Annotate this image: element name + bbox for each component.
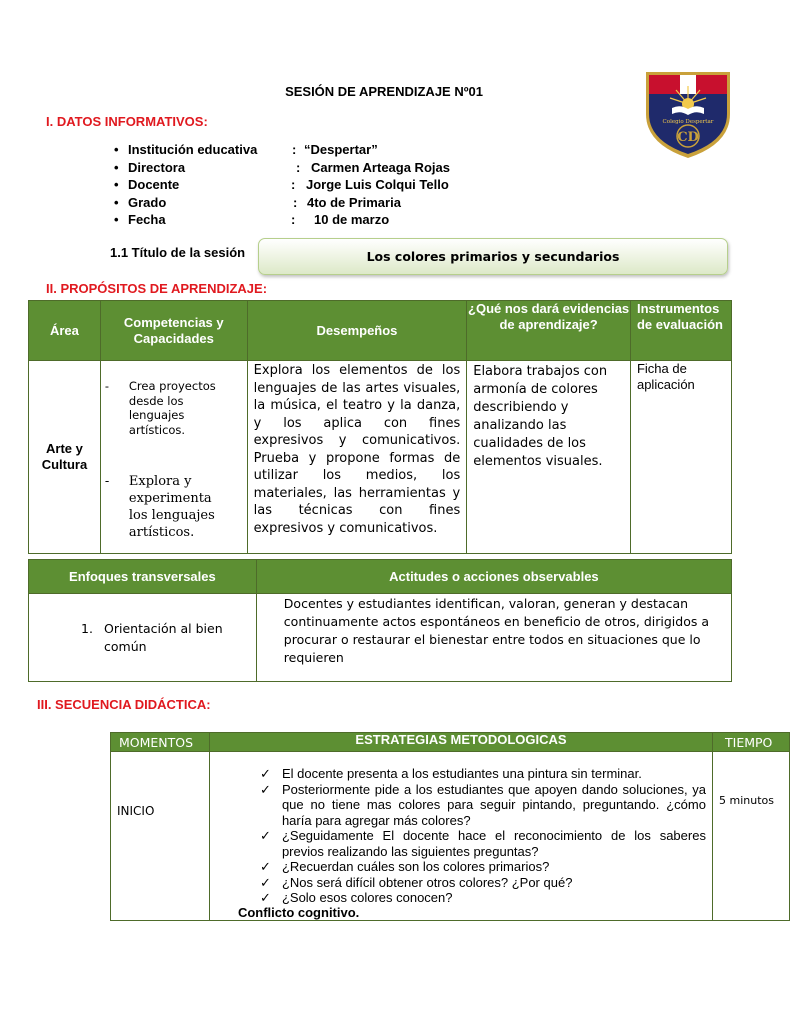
competencia-item [104, 379, 219, 437]
header-evidencias: ¿Qué nos dará evidencias de aprendizaje? [467, 301, 631, 361]
header-area: Área [29, 301, 101, 361]
bullet: • [114, 177, 119, 192]
enfoque-item [29, 620, 256, 656]
strategy-text: ¿Solo esos colores conocen? [281, 890, 453, 905]
moment-cell: INICIO [111, 752, 210, 921]
crest-caption: Colegio Despertar [662, 119, 714, 125]
strategy-text: Posteriormente pide a los estudiantes que apoyen dando soluciones, ya que no tiene mas colores para seguir pintando, preguntando. ¿cómo haría para agregar más colores? [281, 781, 706, 828]
strategy-text: ¿Recuerdan cuáles son los colores primarios? [281, 859, 550, 874]
checkmark-icon: ✓ [259, 828, 271, 843]
info-colon: : [291, 212, 296, 227]
bullet: • [114, 159, 119, 175]
dash-marker: - [104, 379, 110, 393]
crest-monogram: CD [677, 130, 699, 145]
checkmark-icon: ✓ [259, 766, 271, 781]
conflict-label: Conflicto cognitivo. [237, 905, 360, 920]
enfoque-cell [29, 594, 257, 682]
info-colon: : [291, 177, 296, 192]
header-actitudes: Actitudes o acciones observables [256, 560, 731, 594]
section-heading-propositos: II. PROPÓSITOS DE APRENDIZAJE: [46, 281, 268, 296]
info-value: 10 de marzo [314, 212, 390, 227]
info-label: Directora [128, 159, 186, 175]
sequence-table [110, 732, 790, 921]
header-competencias: Competencias y Capacidades [100, 301, 247, 361]
header-enfoques: Enfoques transversales [29, 560, 257, 594]
strategy-item [260, 890, 706, 906]
strategy-text: ¿Nos será difícil obtener otros colores? ¿Por qué? [281, 874, 573, 890]
info-colon: : [293, 194, 298, 210]
checkmark-icon: ✓ [259, 874, 271, 890]
header-instrumentos: Instrumentos de evaluación [630, 301, 731, 361]
header-momentos: MOMENTOS [111, 733, 210, 752]
enfoque-text: Orientación al bien común [104, 620, 223, 654]
info-value: Jorge Luis Colqui Tello [306, 177, 449, 192]
instrumentos-text: Ficha de aplicación [636, 361, 695, 392]
enfoques-row [29, 594, 732, 682]
actitudes-cell: Docentes y estudiantes identifican, valoran, generan y destacan continuamente actos espontáneos en beneficio de otros, dirigidos a procurar o restaurar el bienestar entre todos en situaciones que lo requieren [256, 594, 731, 682]
info-label: Grado [128, 194, 167, 210]
strategy-item [260, 875, 706, 891]
bullet: • [114, 194, 119, 210]
area-cell: Arte y Cultura [29, 361, 101, 554]
section-heading-secuencia: III. SECUENCIA DIDÁCTICA: [37, 697, 211, 712]
session-title-box: Los colores primarios y secundarios [258, 238, 728, 275]
competencias-cell [100, 361, 247, 554]
enfoques-table [28, 559, 732, 682]
competencia-item [104, 473, 229, 541]
checkmark-icon: ✓ [259, 781, 271, 797]
strategy-text: El docente presenta a los estudiantes una pintura sin terminar. [281, 766, 642, 781]
info-colon: : [292, 142, 297, 157]
dash-marker: - [104, 474, 110, 489]
competencia-text: Explora y experimenta los lenguajes artísticos. [128, 474, 215, 540]
info-label: Fecha [128, 212, 166, 227]
purposes-row [29, 361, 732, 554]
info-colon: : [296, 159, 301, 175]
header-tiempo: TIEMPO [713, 733, 790, 752]
info-label: Institución educativa [128, 142, 258, 157]
bullet: • [114, 142, 119, 157]
strategies-cell [209, 752, 712, 921]
info-value: 4to de Primaria [307, 194, 401, 210]
info-value: “Despertar” [304, 142, 378, 157]
header-desempenos: Desempeños [247, 301, 467, 361]
strategy-item [260, 859, 706, 875]
strategy-text: ¿Seguidamente El docente hace el reconocimiento de los saberes previos realizando las siguientes preguntas? [281, 828, 706, 859]
info-label: Docente [128, 177, 180, 192]
header-estrategias: ESTRATEGIAS METODOLOGICAS [209, 733, 712, 752]
session-title-label: 1.1 Título de la sesión [110, 245, 246, 260]
sequence-row-inicio [111, 752, 790, 921]
school-crest-logo [640, 64, 736, 160]
strategy-item [260, 782, 706, 829]
purposes-header-row [29, 301, 732, 361]
checkmark-icon: ✓ [259, 859, 271, 874]
evidencias-cell: Elabora trabajos con armonía de colores describiendo y analizando las cualidades de los elementos visuales. [467, 361, 631, 554]
strategy-item [260, 766, 706, 782]
sequence-header-row [111, 733, 790, 752]
info-value: Carmen Arteaga Rojas [311, 159, 450, 175]
competencia-text: Crea proyectos desde los lenguajes artísticos. [128, 379, 216, 437]
section-heading-datos: I. DATOS INFORMATIVOS: [46, 114, 208, 129]
bullet: • [114, 212, 119, 227]
document-title: SESIÓN DE APRENDIZAJE Nº01 [285, 84, 483, 99]
desempenos-cell: Explora los elementos de los lenguajes de las artes visuales, la música, el teatro y la danza, y los aplica con fines expresivos y comunicativos. Prueba y propone formas de utilizar los medios, los materiales, las herramientas y las técnicas con fines expresivos y comunicativos. [247, 361, 467, 554]
enfoques-header-row [29, 560, 732, 594]
checkmark-icon: ✓ [259, 890, 271, 905]
purposes-table [28, 300, 732, 554]
strategy-item [260, 828, 706, 859]
strategies-list [260, 766, 706, 906]
enfoque-number: 1. [81, 620, 93, 636]
instrumentos-cell [630, 361, 731, 554]
time-cell: 5 minutos [713, 752, 790, 921]
